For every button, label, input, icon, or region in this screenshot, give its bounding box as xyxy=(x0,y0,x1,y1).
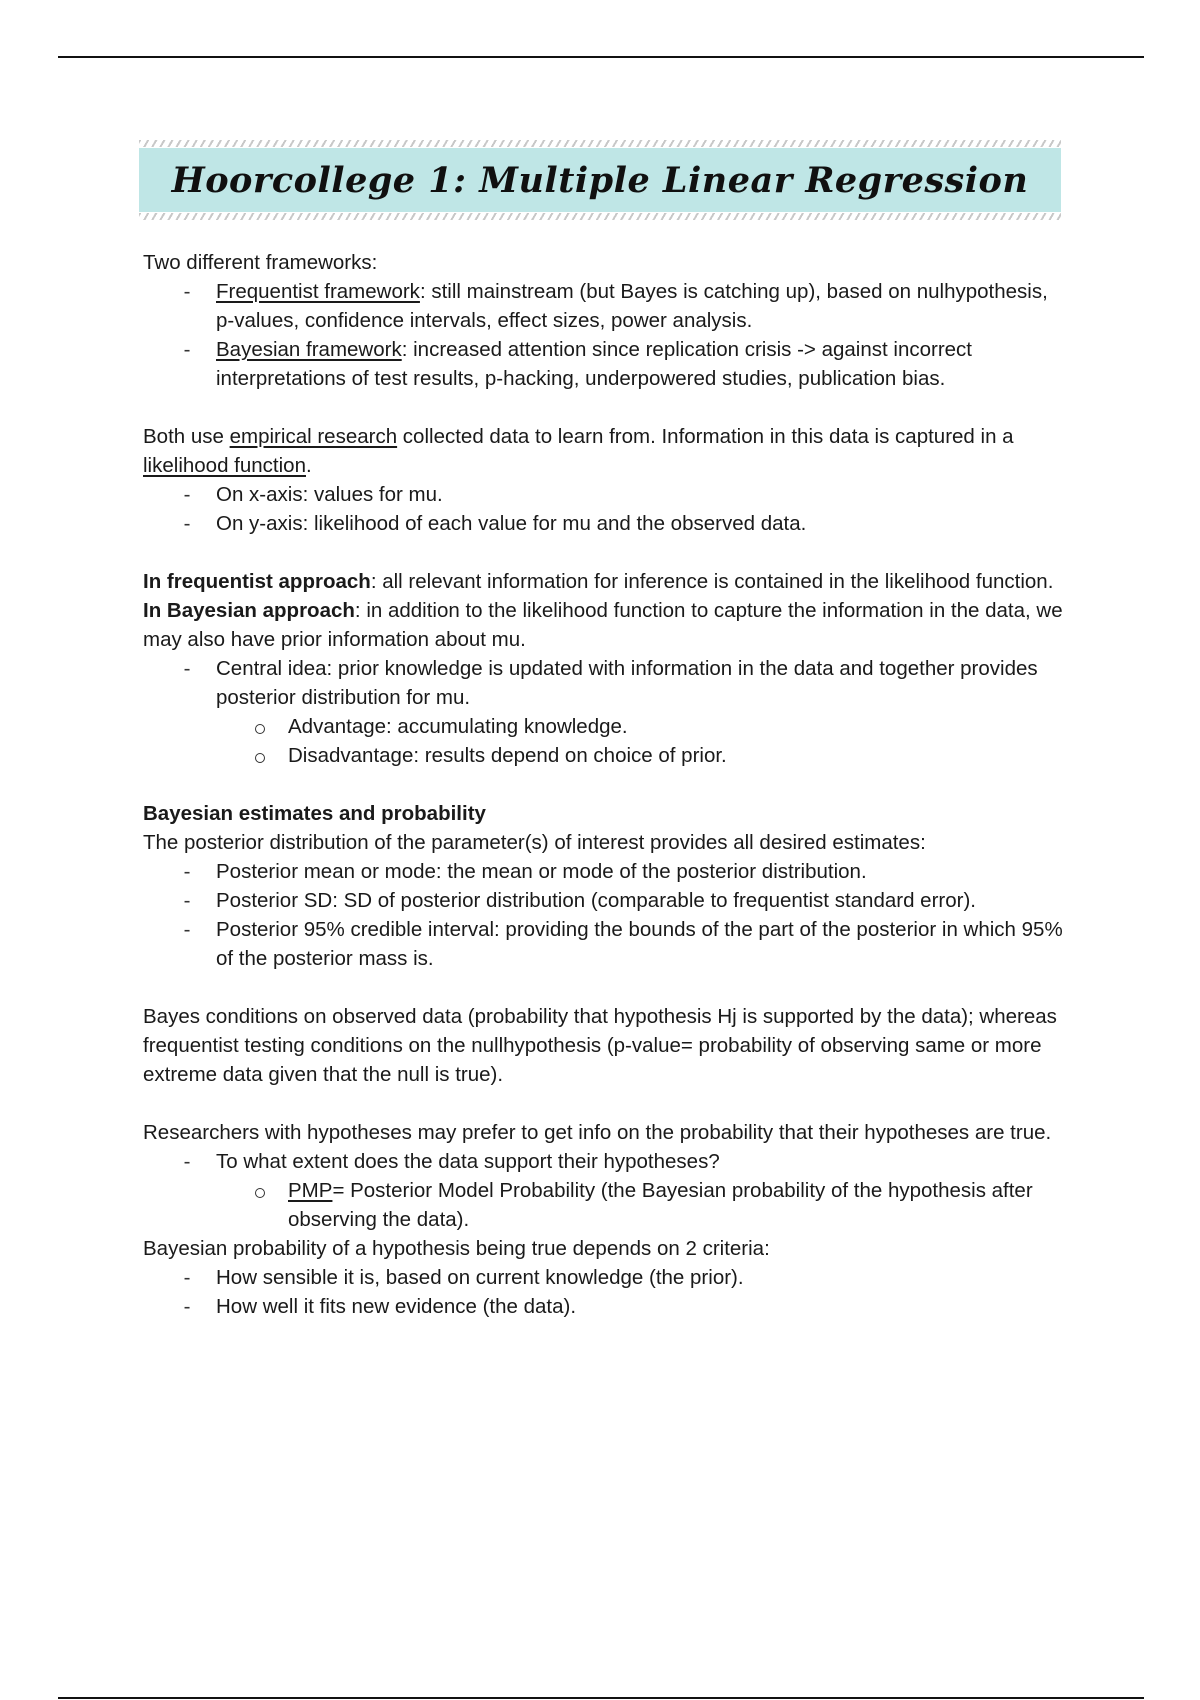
pmp-term: PMP xyxy=(288,1179,333,1202)
circle-bullet-icon xyxy=(255,1188,265,1198)
estimates-intro: The posterior distribution of the parameter(s) of interest provides all desired estimates: xyxy=(143,831,926,854)
list-item: - Posterior mean or mode: the mean or mode of the posterior distribution. xyxy=(143,857,1063,886)
dash-bullet: - xyxy=(183,280,191,303)
page-title: Hoorcollege 1: Multiple Linear Regression xyxy=(171,159,1029,201)
list-item: - On x-axis: values for mu. xyxy=(143,480,1063,509)
banner-hatch-top xyxy=(139,140,1061,147)
list-item: - To what extent does the data support their hypotheses? xyxy=(143,1147,1063,1176)
dash-bullet: - xyxy=(183,918,191,941)
empirical-research-term: empirical research xyxy=(229,425,398,448)
likelihood-paragraph: Both use empirical research collected data to learn from. Information in this data is captured in a likelihood function. xyxy=(143,425,1014,477)
frameworks-intro: Two different frameworks: xyxy=(143,251,378,274)
sub-list-item: Advantage: accumulating knowledge. xyxy=(143,712,1063,741)
list-item: - Central idea: prior knowledge is updated with information in the data and together provides posterior distribution for mu. xyxy=(143,654,1063,712)
dash-bullet: - xyxy=(183,338,191,361)
list-item: - Posterior SD: SD of posterior distribution (comparable to frequentist standard error). xyxy=(143,886,1063,915)
document-body xyxy=(143,248,1063,1321)
dash-bullet: - xyxy=(183,1150,191,1173)
bayesian-term: Bayesian framework xyxy=(216,338,402,361)
section-heading: Bayesian estimates and probability xyxy=(143,802,486,825)
likelihood-function-term: likelihood function xyxy=(143,454,306,477)
dash-bullet: - xyxy=(183,483,191,506)
banner-band xyxy=(139,148,1061,212)
circle-bullet-icon xyxy=(255,753,265,763)
frequentist-term: Frequentist framework xyxy=(216,280,420,303)
conditions-paragraph: Bayes conditions on observed data (probability that hypothesis Hj is supported by the data); whereas frequentist testing conditions on the nullhypothesis (p-value= probability of observing same or more extreme data given that the null is true). xyxy=(143,1005,1057,1086)
list-item xyxy=(143,335,1063,393)
list-item: - How sensible it is, based on current knowledge (the prior). xyxy=(143,1263,1063,1292)
list-item: - How well it fits new evidence (the data). xyxy=(143,1292,1063,1321)
bayesian-approach: In Bayesian approach: in addition to the likelihood function to capture the information in the data, we may also have prior information about mu. xyxy=(143,599,1063,651)
frequentist-text: : still mainstream (but Bayes is catching up), based on nulhypothesis, p-values, confidence intervals, effect sizes, power analysis. xyxy=(216,280,1048,332)
list-item: - On y-axis: likelihood of each value for mu and the observed data. xyxy=(143,509,1063,538)
title-banner xyxy=(139,140,1061,220)
list-item xyxy=(143,277,1063,335)
circle-bullet-icon xyxy=(255,724,265,734)
dash-bullet: - xyxy=(183,657,191,680)
frequentist-approach: In frequentist approach: all relevant information for inference is contained in the likelihood function. xyxy=(143,570,1054,593)
top-rule xyxy=(58,56,1144,58)
criteria-intro: Bayesian probability of a hypothesis being true depends on 2 criteria: xyxy=(143,1237,770,1260)
bayesian-text: : increased attention since replication crisis -> against incorrect interpretations of test results, p-hacking, underpowered studies, publication bias. xyxy=(216,338,973,390)
researchers-paragraph: Researchers with hypotheses may prefer to get info on the probability that their hypotheses are true. xyxy=(143,1121,1052,1144)
sub-list-item: PMP= Posterior Model Probability (the Bayesian probability of the hypothesis after observing the data). xyxy=(143,1176,1063,1234)
dash-bullet: - xyxy=(183,889,191,912)
banner-hatch-bottom xyxy=(139,213,1061,220)
dash-bullet: - xyxy=(183,1295,191,1318)
dash-bullet: - xyxy=(183,1266,191,1289)
dash-bullet: - xyxy=(183,860,191,883)
dash-bullet: - xyxy=(183,512,191,535)
sub-list-item: Disadvantage: results depend on choice of prior. xyxy=(143,741,1063,770)
bottom-rule xyxy=(58,1697,1144,1699)
list-item: - Posterior 95% credible interval: providing the bounds of the part of the posterior in which 95% of the posterior mass is. xyxy=(143,915,1063,973)
